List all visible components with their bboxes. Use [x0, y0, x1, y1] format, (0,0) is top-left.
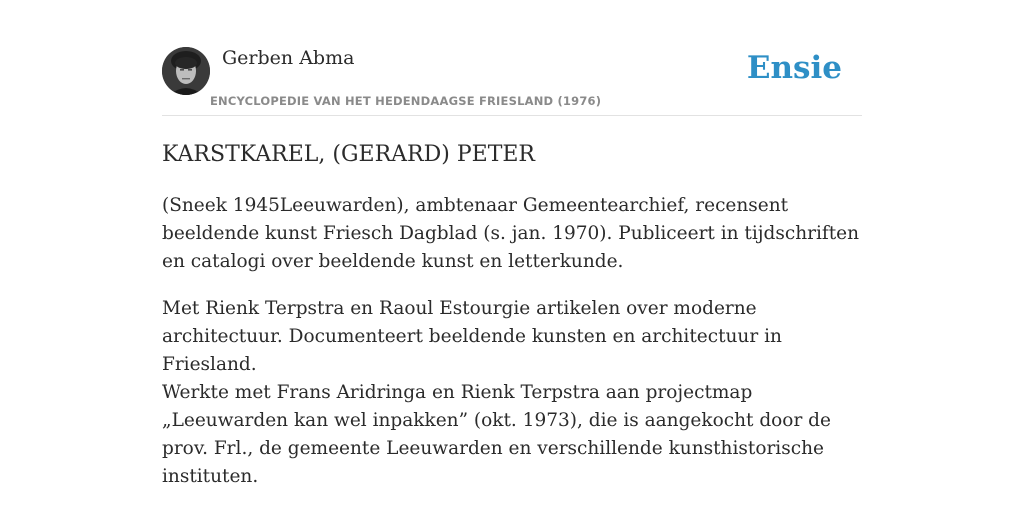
author-avatar[interactable]: [162, 47, 210, 95]
entry-card: [162, 44, 862, 487]
entry-paragraph: Met Rienk Terpstra en Raoul Estourgie artikelen over moderne architectuur. Documenteert beeldende kunsten en architectuur in Friesland.: [162, 298, 782, 375]
entry-title: KARSTKAREL, (GERARD) PETER: [162, 142, 536, 167]
author-portrait-image: [162, 47, 210, 95]
entry-paragraph: (Sneek 1945Leeuwarden), ambtenaar Gemeentearchief, recensent beeldende kunst Friesch Dagblad (s. jan. 1970). Publiceert in tijdschriften en catalogi over beeldende kunst en letterkunde.: [162, 195, 860, 272]
source-label[interactable]: ENCYCLOPEDIE VAN HET HEDENDAAGSE FRIESLAND (1976): [210, 94, 602, 108]
author-name[interactable]: Gerben Abma: [222, 47, 355, 69]
ensie-logo[interactable]: Ensie: [746, 50, 842, 86]
entry-header: [162, 44, 862, 116]
entry-paragraph: Werkte met Frans Aridringa en Rienk Terpstra aan projectmap „Leeuwarden kan wel inpakken” (okt. 1973), die is aangekocht door de prov. Frl., de gemeente Leeuwarden en verschillende kunsthistorische instituten.: [162, 382, 831, 487]
